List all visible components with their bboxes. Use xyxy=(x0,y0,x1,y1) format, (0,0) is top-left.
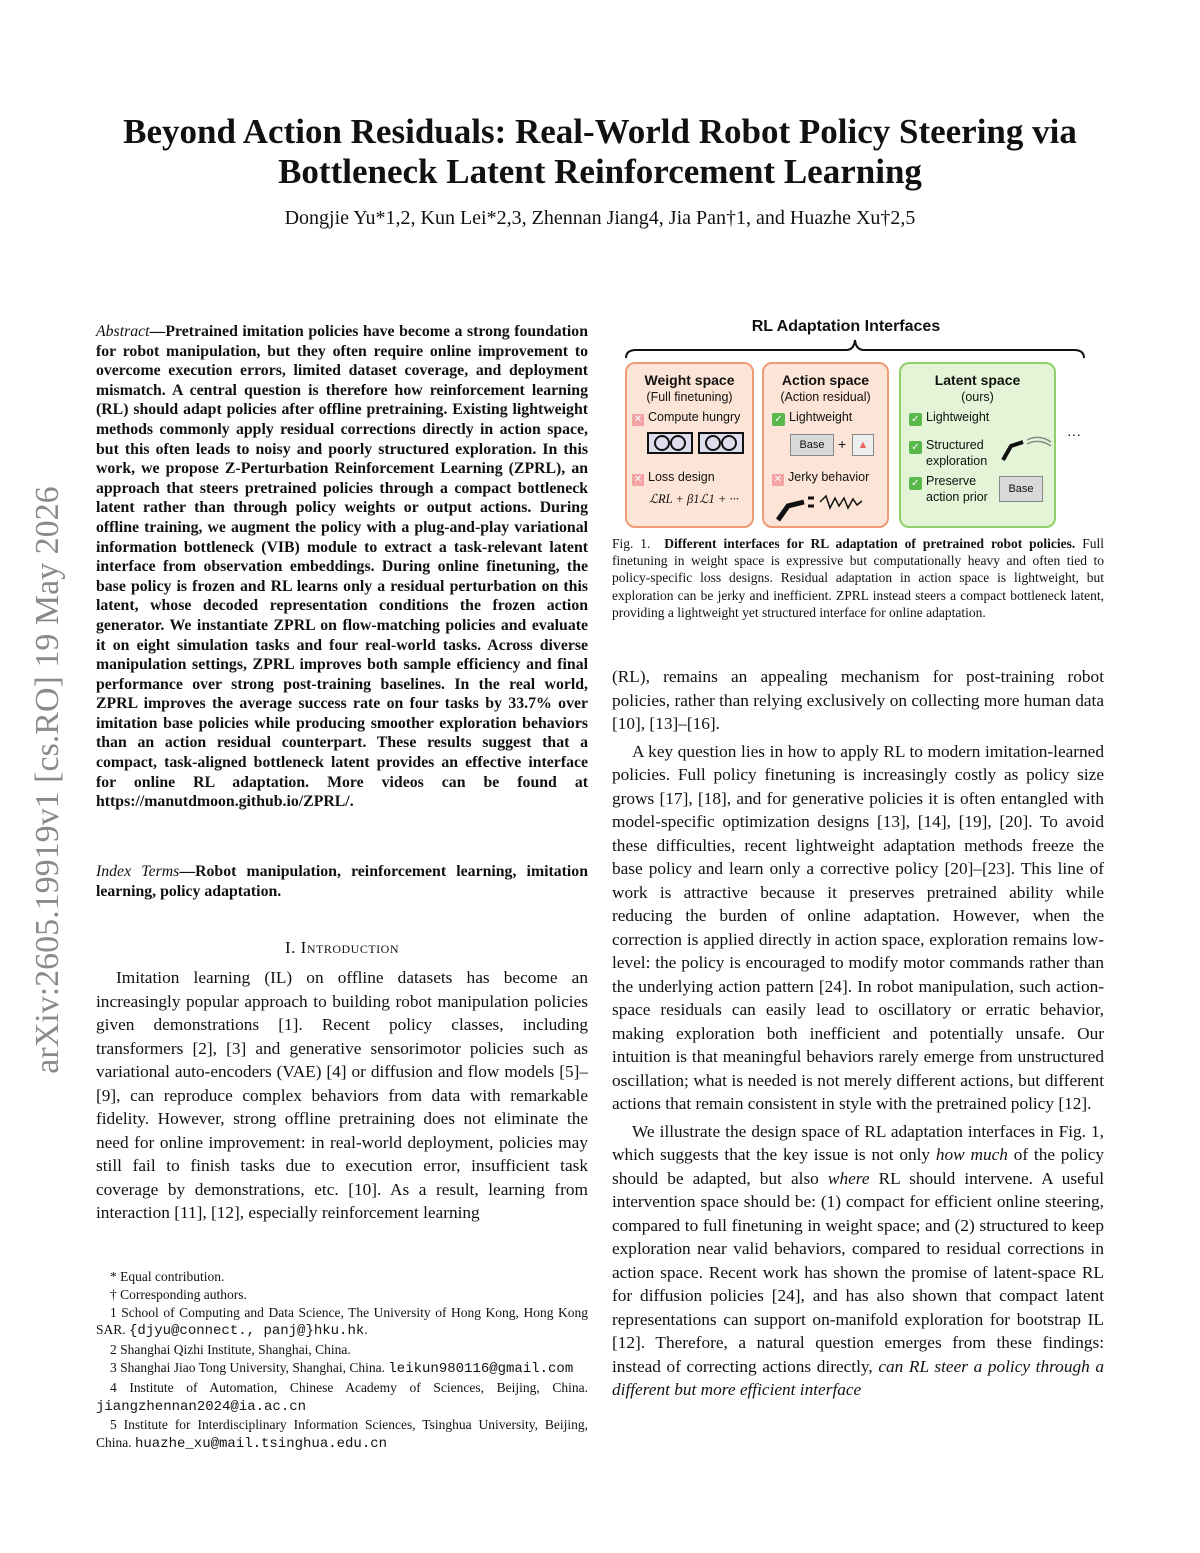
paper-title: Beyond Action Residuals: Real-World Robot Policy Steering via Bottleneck Latent Reinforcement Learning xyxy=(123,112,1077,191)
author-list: Dongjie Yu*1,2, Kun Lei*2,3, Zhennan Jiang4, Jia Pan†1, and Huazhe Xu†2,5 xyxy=(284,207,916,229)
check-icon: ✓ xyxy=(909,441,922,454)
intro-paragraph: Imitation learning (IL) on offline datasets has become an increasingly popular approach to building robot manipulation policies given demonstrations [1]. Recent policy classes, including transformers [2], [3] and generative sensorimotor policies such as variational auto-encoders (VAE) [4] or diffusion and flow models [5]–[9], can reproduce complex behaviors from data with remarkable fidelity. However, strong offline pretraining does not eliminate the need for online improvement: in real-world deployment, policies may still fail to finish tasks due to execution error, insufficient task coverage by demonstrations, etc. [10]. As a result, learning from interaction [11], [12], especially reinforcement learning xyxy=(96,968,588,1222)
abstract: Abstract—Pretrained imitation policies have become a strong foundation for robot manipulation, but they often require online improvement to overcome execution errors, limited dataset coverage, and deployment mismatch. A central question is therefore how reinforcement learning (RL) should adapt policies after offline pretraining. Existing lightweight methods commonly apply residual corrections directly in action space, but this often leads to noisy and poorly structured exploration. In this work, we propose Z-Perturbation Reinforcement Learning (ZPRL), an approach that steers pretrained policies through a compact bottleneck latent rather than through policy weights or output actions. During offline training, we augment the policy with a plug-and-play variational information bottleneck (VIB) module to extract a task-relevant latent interface from observation embeddings. During online finetuning, the base policy is frozen and RL learns only a residual perturbation on this latent, whose decoded representation conditions the frozen action generator. We instantiate ZPRL on flow-matching policies and evaluate it on eight simulation tasks and four real-world tasks. Across diverse manipulation settings, ZPRL improves both sample efficiency and final performance over strong post-training baselines. In the real world, ZPRL improves the average success rate on four tasks by 33.7% over imitation base policies while producing smoother exploration behaviors than an action residual counterpart. These results suggest that a compact, task-aligned bottleneck latent provides an effective interface for online RL adaptation. More videos can be found at https://manutdmoon.github.io/ZPRL/. xyxy=(96,323,588,811)
figure-caption: Fig. 1. Different interfaces for RL adaptation of pretrained robot policies. Full finetuning in weight space is expressive but computationally heavy and often tied to policy-specific loss designs. Residual adaptation in action space is lightweight, but exploration can be jerky and inefficient. ZPRL instead steers a compact bottleneck latent, providing a lightweight yet structured interface for online adaptation. xyxy=(612,536,1104,620)
gpu-icon xyxy=(647,430,745,456)
intro-right-column: (RL), remains an appealing mechanism for post-training robot policies, rather than relying exclusively on collecting more human data [10], [13]–[16]. A key question lies in how to apply RL to modern imitation-learned policies. Full policy finetuning is increasingly costly as policy size grows [17], [18], and for generative policies it is often entangled with model-specific optimization designs [13], [14], [19], [20]. To avoid these difficulties, recent lightweight adaptation methods freeze the base policy and learn only a corrective policy [20]–[23]. This line of work is attractive because it preserves pretrained ability while reducing the burden of online adaptation. However, when the correction is applied directly in action space, exploration remains low-level: the policy is encouraged to modify motor commands rather than the underlying action pattern [24]. In robot manipulation, such action-space residuals can easily lead to oscillatory or erratic behavior, making exploration both inefficient and potentially unsafe. Our intuition is that meaningful behaviors rarely emerge from unstructured oscillation; what is needed is not merely different actions, but different actions that remain consistent in style with the pretrained policy [12]. We illustrate the design space of RL adaptation interfaces in Fig. 1, which suggests that the key issue is not only how much of the policy should be adapted, but also where RL should intervene. A useful intervention space should be: (1) compact for efficient online steering, compared to full finetuning in weight space; and (2) structured to keep exploration near valid behaviors, compared to residual corrections in action space. Recent work has shown the promise of latent-space RL for diffusion policies [24], and has also shown that compact latent representations can support on-manifold exploration for bootstrap IL [12]. Therefore, a natural question emerges from these findings: instead of correcting actions directly, can RL steer a policy through a different but more efficient interface xyxy=(612,667,1105,1399)
robot-arm-jerky-icon xyxy=(774,488,884,522)
cross-icon: ✕ xyxy=(633,474,643,485)
check-icon: ✓ xyxy=(909,413,922,426)
ellipsis: ··· xyxy=(1067,426,1081,442)
robot-arm-smooth-icon xyxy=(1001,432,1053,462)
panel-action-space: Action space (Action residual) ✓ Lightweight Base + ▲ ✕ Jerky behavior xyxy=(762,362,889,528)
panel-weight-space: Weight space (Full finetuning) ✕ Compute hungry ✕ Loss design ℒRL + β1ℒ1 + ··· xyxy=(625,362,754,528)
base-policy-box: Base xyxy=(999,476,1043,502)
figure-title: RL Adaptation Interfaces xyxy=(751,318,941,335)
base-policy-box: Base xyxy=(790,434,834,456)
check-icon: ✓ xyxy=(772,413,785,426)
brace-icon xyxy=(624,338,1086,362)
panel-latent-space: Latent space (ours) ✓ Lightweight ✓ Structured exploration ✓ Preserve action prior Base xyxy=(899,362,1056,528)
arxiv-sidebar-stamp: arXiv:2605.19919v1 [cs.RO] 19 May 2026 xyxy=(29,486,66,1074)
section-heading: I. Introduction xyxy=(285,938,399,957)
index-terms: Index Terms—Robot manipulation, reinforcement learning, imitation learning, policy adaptation. xyxy=(96,863,588,900)
check-icon: ✓ xyxy=(909,477,922,490)
flame-icon: ▲ xyxy=(852,434,874,456)
figure-1 xyxy=(612,316,1104,531)
cross-icon: ✕ xyxy=(773,474,783,485)
cross-icon: ✕ xyxy=(633,414,643,425)
footnotes: * Equal contribution. † Corresponding authors. 1 School of Computing and Data Science, The University of Hong Kong, Hong Kong SAR. {djyu@connect., panj@}hku.hk. 2 Shanghai Qizhi Institute, Shanghai, China. 3 Shanghai Jiao Tong University, Shanghai, China. leikun980116@gmail.com 4 Institute of Automation, Chinese Academy of Sciences, Beijing, China. jiangzhennan2024@ia.ac.cn 5 Institute for Interdisciplinary Information Sciences, Tsinghua University, Beijing, China. huazhe_xu@mail.tsinghua.edu.cn xyxy=(96,1269,588,1453)
